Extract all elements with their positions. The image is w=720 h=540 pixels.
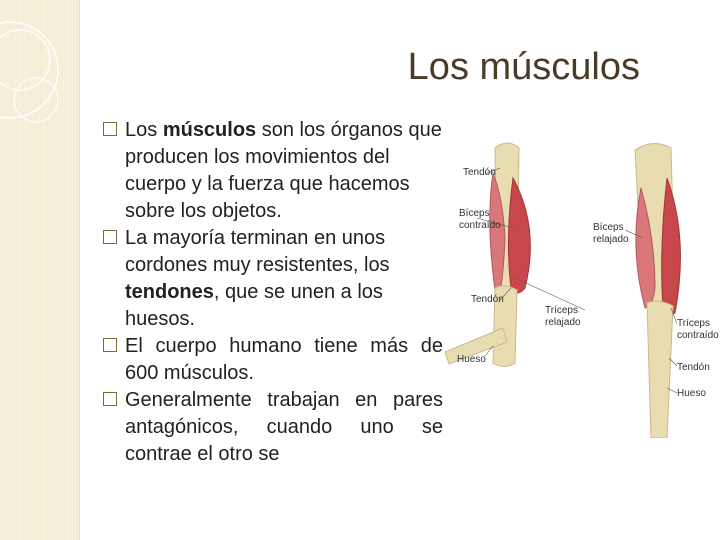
paragraph-2-bold: tendones	[125, 281, 214, 303]
label-biceps-contracted-2: contraído	[459, 220, 501, 231]
label-triceps-contracted-2: contraído	[677, 330, 719, 341]
label-biceps-relaxed-1: Bíceps	[593, 222, 624, 233]
paragraph-1-bold: músculos	[162, 119, 257, 141]
paragraph-4-text: Generalmente trabajan en pares antagónicos, cuando uno se contrae el otro se	[125, 389, 443, 465]
label-triceps-contracted-1: Tríceps	[677, 318, 710, 329]
label-tendon-top: Tendón	[463, 167, 496, 178]
label-triceps-relaxed-2: relajado	[545, 317, 581, 328]
label-bone-left: Hueso	[457, 354, 486, 365]
right-arm	[593, 143, 719, 438]
paragraph-1-pre: Los	[125, 119, 163, 141]
arm-muscles-illustration	[445, 138, 720, 438]
bullet-icon	[103, 392, 117, 406]
decorative-side-band	[0, 0, 80, 540]
bullet-icon	[103, 122, 117, 136]
paragraph-3-text: El cuerpo humano tiene más de 600 músculos.	[125, 335, 443, 384]
bullet-icon	[103, 230, 117, 244]
label-bone-right: Hueso	[677, 388, 706, 399]
paragraph-2	[103, 225, 443, 333]
label-triceps-relaxed-1: Tríceps	[545, 305, 578, 316]
slide-title: Los músculos	[407, 46, 640, 88]
label-biceps-contracted-1: Bíceps	[459, 208, 490, 219]
paragraph-4	[103, 387, 443, 468]
bullet-icon	[103, 338, 117, 352]
label-biceps-relaxed-2: relajado	[593, 234, 629, 245]
label-tendon-right: Tendón	[677, 362, 710, 373]
paragraph-1	[103, 117, 443, 225]
paragraph-2-pre: La mayoría terminan en unos cordones muy resistentes, los	[125, 227, 390, 276]
paragraph-2-post: , que se unen a los huesos.	[125, 281, 383, 330]
paragraph-1-post: son los órganos que producen los movimientos del cuerpo y la fuerza que hacemos sobre los objetos.	[125, 119, 442, 222]
slide-body	[103, 117, 443, 468]
left-arm	[445, 143, 585, 367]
paragraph-3	[103, 333, 443, 387]
swirl-decoration	[0, 0, 79, 160]
label-tendon-mid: Tendón	[471, 294, 504, 305]
